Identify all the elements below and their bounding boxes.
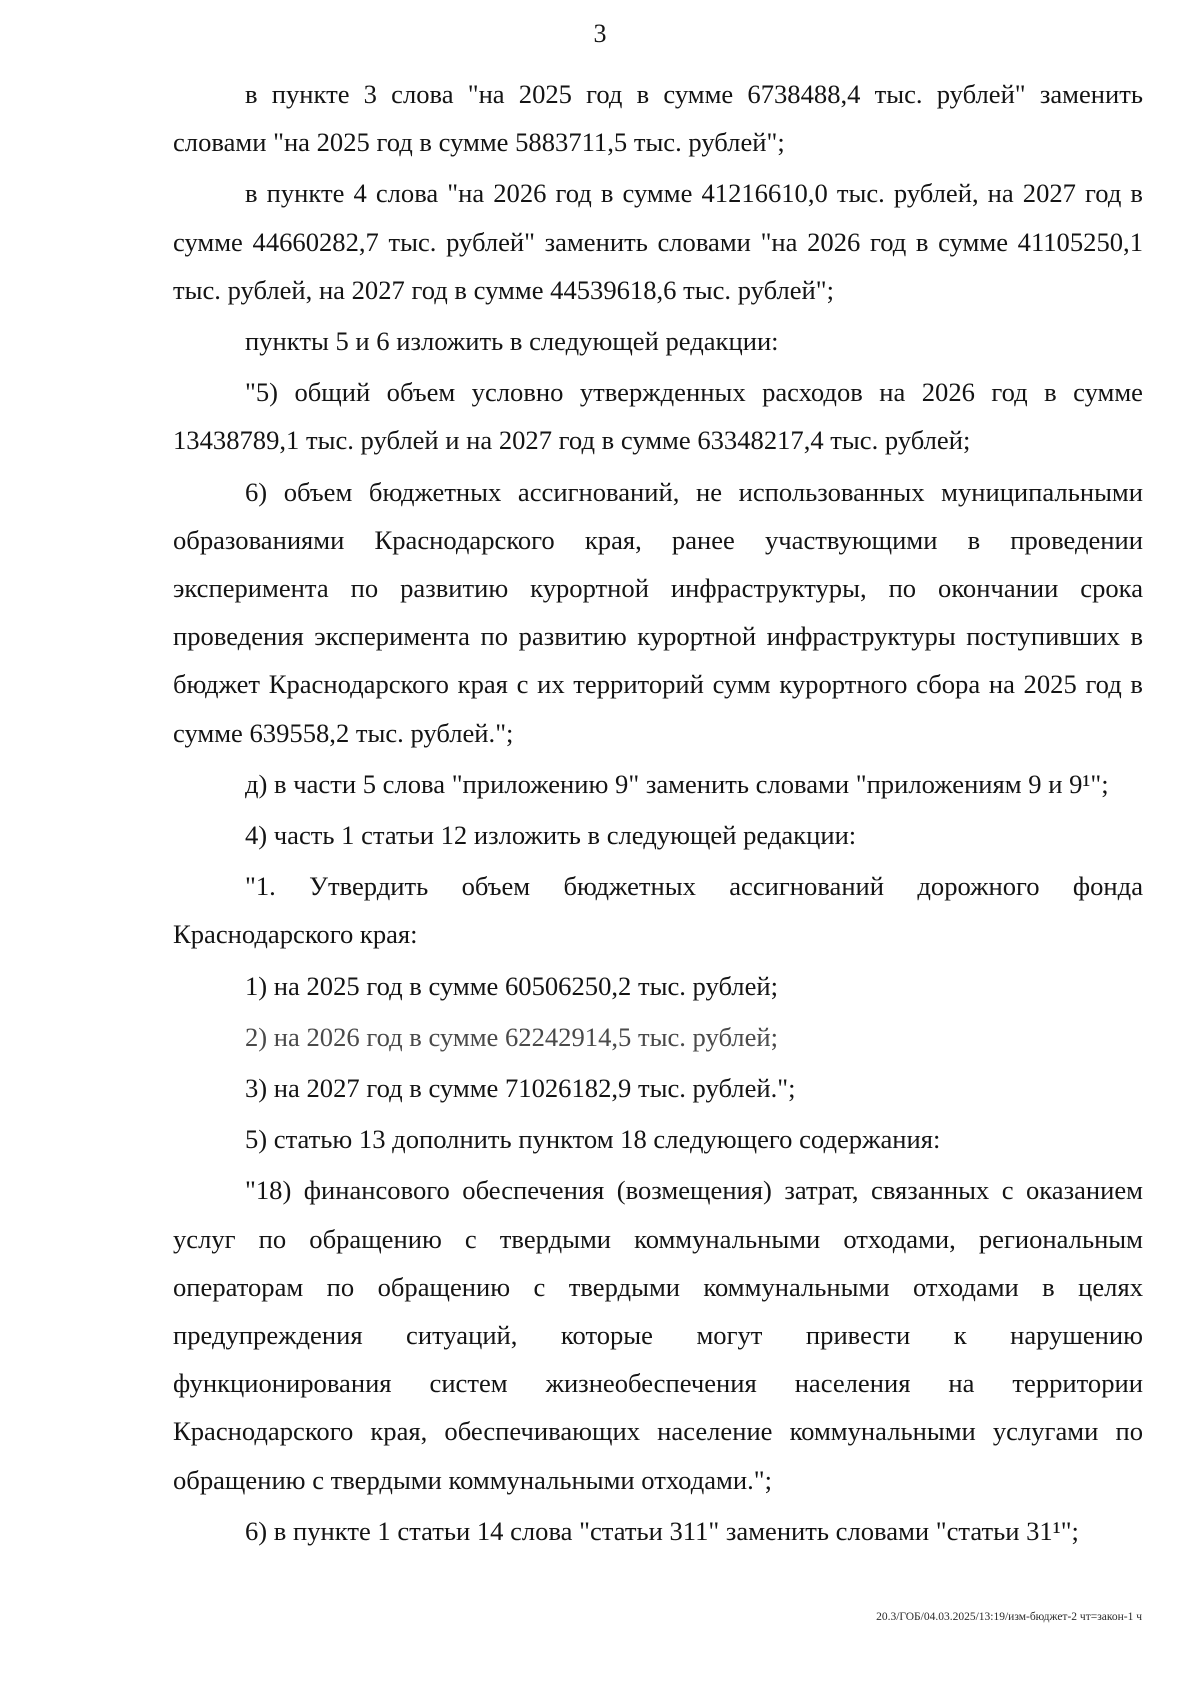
document-body	[173, 70, 1143, 1555]
paragraph-item-18-text: "18) финансового обеспечения (возмещения) затрат, связанных с оказанием услуг по обращению с твердыми коммунальными отходами, региональным операторам по обращению с твердыми коммунальными отходами в целях предупреждения ситуаций, которые могут привести к нарушению функционирования систем жизнеобеспечения населения на территории Краснодарского края, обеспечивающих население коммунальными услугами по обращению с твердыми коммунальными отходами.";	[173, 1175, 1143, 1495]
page-number: 3	[593, 19, 607, 48]
paragraph-article-14-amendment: 6) в пункте 1 статьи 14 слова "статьи 311" заменить словами "статьи 31¹";	[245, 1515, 1079, 1546]
paragraph-item-6-text: 6) объем бюджетных ассигнований, не использованных муниципальными образованиями Краснодарского края, ранее участвующими в проведении эксперимента по развитию курортной инфраструктуры, по окончании срока проведения эксперимента по развитию курортной инфраструктуры поступивших в бюджет Краснодарского края с их территорий сумм курортного сбора на 2025 год в сумме 639558,2 тыс. рублей.";	[173, 476, 1143, 748]
paragraph-part-5-amendment: д) в части 5 слова "приложению 9" заменить словами "приложениям 9 и 9¹";	[245, 768, 1109, 799]
paragraph-article-13-intro: 5) статью 13 дополнить пунктом 18 следующего содержания:	[245, 1124, 941, 1155]
paragraph-road-fund-2025: 1) на 2025 год в сумме 60506250,2 тыс. рублей;	[245, 970, 779, 1001]
paragraph-item-5-text: "5) общий объем условно утвержденных расходов на 2026 год в сумме 13438789,1 тыс. рублей и на 2027 год в сумме 63348217,4 тыс. рублей;	[173, 377, 1143, 456]
paragraph-article-12-intro: 4) часть 1 статьи 12 изложить в следующей редакции:	[245, 820, 857, 851]
paragraph-road-fund-intro: "1. Утвердить объем бюджетных ассигнований дорожного фонда Краснодарского края:	[173, 871, 1143, 950]
paragraph-item-3-amendment: в пункте 3 слова "на 2025 год в сумме 6738488,4 тыс. рублей" заменить словами "на 2025 год в сумме 5883711,5 тыс. рублей";	[173, 79, 1143, 158]
paragraph-road-fund-2027: 3) на 2027 год в сумме 71026182,9 тыс. рублей.";	[245, 1073, 796, 1104]
paragraph-road-fund-2026: 2) на 2026 год в сумме 62242914,5 тыс. рублей;	[245, 1021, 779, 1052]
paragraph-item-4-amendment: в пункте 4 слова "на 2026 год в сумме 41216610,0 тыс. рублей, на 2027 год в сумме 44660282,7 тыс. рублей" заменить словами "на 2026 год в сумме 41105250,1 тыс. рублей, на 2027 год в сумме 44539618,6 тыс. рублей";	[173, 178, 1143, 305]
footer-document-code: 20.3/ГОБ/04.03.2025/13:19/изм-бюджет-2 чт=закон-1 ч	[876, 1611, 1142, 1623]
paragraph-items-5-6-intro: пункты 5 и 6 изложить в следующей редакции:	[245, 326, 779, 357]
